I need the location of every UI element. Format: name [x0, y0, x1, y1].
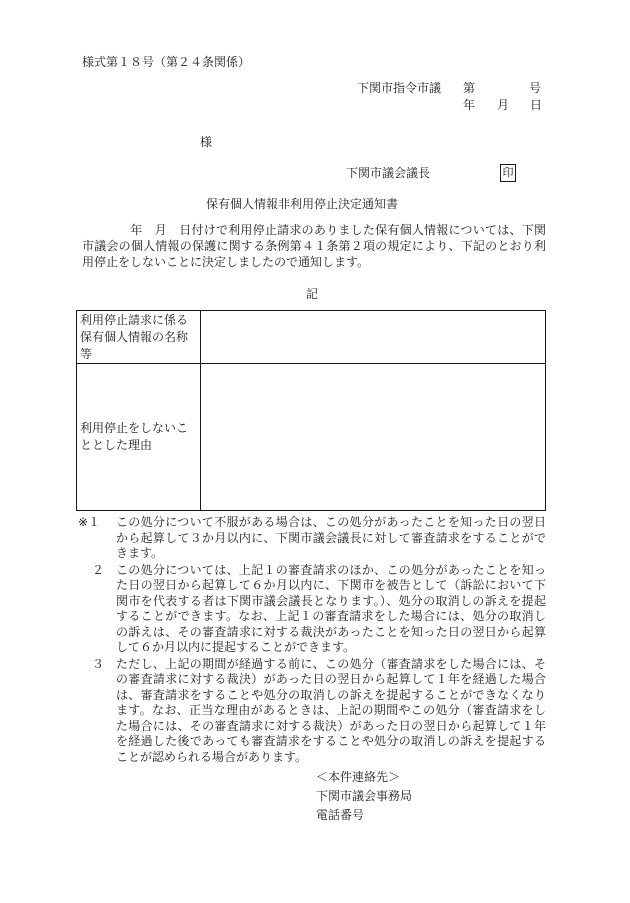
date-year: 年	[463, 98, 476, 112]
sender-name: 下関市議会議長	[346, 166, 431, 180]
table-row-value	[201, 364, 546, 511]
note-text: ただし、上記の期間が経過する前に、この処分（審査請求をした場合には、その審査請求に対する裁決）があった日の翌日から起算して１年を経過した場合は、審査請求をすることや処分の取消しの訴えを提起することができなくなります。なお、正当な理由があるときは、上記の期間やこの処分（審査請求をした場合には、その審査請求に対する裁決）があった日の翌日から起算して１年を経過した後であっても審査請求をすることや処分の取消しの訴えを提起することが認められる場合があります。	[116, 656, 546, 764]
body-paragraph	[82, 222, 546, 270]
note-mark: ３	[92, 656, 105, 671]
addressee: 様	[200, 135, 213, 149]
table-row-label: 利用停止請求に係る保有個人情報の名称等	[77, 311, 201, 364]
note-text: この処分については、上記１の審査請求のほか、この処分があったことを知った日の翌日から起算して６か月以内に、下関市を被告として（訴訟において下関市を代表する者は下関市議会議長となります。）、処分の取消しの訴えを提起することができます。なお、上記１の審査請求をした場合には、処分の取消しの訴えは、その審査請求に対する裁決があったことを知った日の翌日から起算して６か月以内に提起することができます。	[116, 562, 546, 654]
ki-heading: 記	[306, 287, 319, 301]
note-text: この処分について不服がある場合は、この処分があったことを知った日の翌日から起算して３か月以内に、下関市議会議長に対して審査請求をすることができます。	[116, 515, 546, 560]
table-row	[77, 311, 546, 364]
table-row-label: 利用停止をしないこととした理由	[77, 364, 201, 511]
notes-section	[78, 515, 546, 766]
form-number: 様式第１８号（第２４条関係）	[82, 55, 251, 69]
document-number-issuer: 下関市指令市議	[357, 81, 442, 95]
document-number-go: 号	[529, 81, 542, 95]
note-item	[78, 515, 546, 562]
seal-mark: 印	[500, 164, 516, 182]
note-mark: ※１	[78, 515, 101, 529]
contact-office: 下関市議会事務局	[316, 789, 413, 803]
note-item	[78, 563, 546, 656]
date-day: 日	[530, 98, 543, 112]
table-row-value	[201, 311, 546, 364]
note-mark: ２	[92, 562, 105, 577]
info-table	[76, 310, 546, 511]
document-number-dai: 第	[463, 81, 476, 95]
date-month: 月	[497, 98, 510, 112]
table-row	[77, 364, 546, 511]
contact-title: ＜本件連絡先＞	[316, 770, 401, 784]
body-text: 年 月 日付けで利用停止請求のありました保有個人情報については、下関市議会の個人情報の保護に関する条例第４１条第２項の規定により、下記のとおり利用停止をしないことに決定しましたので通知します。	[82, 223, 546, 269]
document-title: 保有個人情報非利用停止決定通知書	[206, 197, 399, 211]
note-item	[78, 657, 546, 766]
contact-phone-label: 電話番号	[316, 808, 365, 822]
